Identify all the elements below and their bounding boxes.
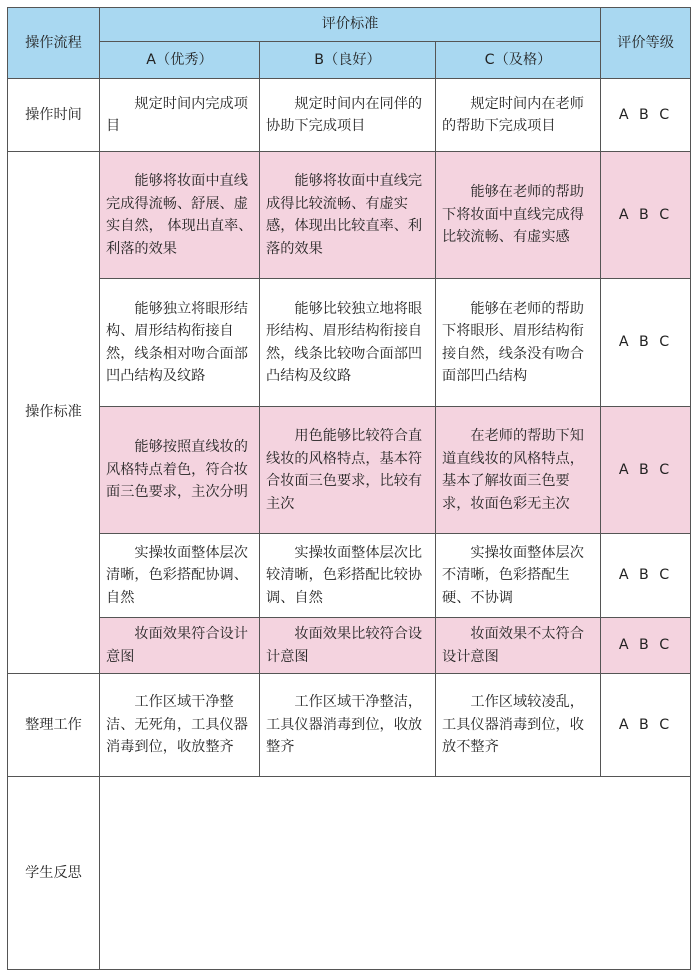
grade-options: A B C bbox=[601, 407, 691, 534]
criteria-c: 能够在老师的帮助下将妆面中直线完成得比较流畅、有虚实感 bbox=[436, 152, 601, 279]
header-col-b: B（良好） bbox=[260, 42, 436, 79]
criteria-b: 工作区域干净整洁，工具仪器消毒到位，收放整齐 bbox=[260, 674, 436, 777]
criteria-b: 实操妆面整体层次比较清晰，色彩搭配比较协调、自然 bbox=[260, 534, 436, 618]
table-row bbox=[8, 534, 691, 618]
criteria-a: 规定时间内完成项目 bbox=[100, 79, 260, 152]
evaluation-table bbox=[7, 7, 691, 970]
criteria-c: 实操妆面整体层次不清晰，色彩搭配生硬、不协调 bbox=[436, 534, 601, 618]
section-reflection: 学生反思 bbox=[8, 777, 100, 970]
grade-options: A B C bbox=[601, 534, 691, 618]
reflection-area[interactable] bbox=[100, 777, 691, 970]
criteria-a: 能够将妆面中直线完成得流畅、舒展、虚实自然， 体现出直率、利落的效果 bbox=[100, 152, 260, 279]
criteria-b: 能够将妆面中直线完成得比较流畅、有虚实感，体现出比较直率、利落的效果 bbox=[260, 152, 436, 279]
header-level: 评价等级 bbox=[601, 8, 691, 79]
criteria-a: 实操妆面整体层次清晰，色彩搭配协调、自然 bbox=[100, 534, 260, 618]
criteria-a: 工作区域干净整洁、无死角，工具仪器消毒到位，收放整齐 bbox=[100, 674, 260, 777]
header-row-2 bbox=[8, 42, 691, 79]
header-process: 操作流程 bbox=[8, 8, 100, 79]
criteria-a: 能够独立将眼形结构、眉形结构衔接自然，线条相对吻合面部凹凸结构及纹路 bbox=[100, 279, 260, 407]
table-row bbox=[8, 618, 691, 674]
criteria-c: 工作区域较凌乱，工具仪器消毒到位，收放不整齐 bbox=[436, 674, 601, 777]
grade-options: A B C bbox=[601, 674, 691, 777]
criteria-c: 规定时间内在老师的帮助下完成项目 bbox=[436, 79, 601, 152]
header-criteria: 评价标准 bbox=[100, 8, 601, 42]
criteria-a: 能够按照直线妆的风格特点着色，符合妆面三色要求，主次分明 bbox=[100, 407, 260, 534]
criteria-a: 妆面效果符合设计意图 bbox=[100, 618, 260, 674]
section-tidy: 整理工作 bbox=[8, 674, 100, 777]
criteria-b: 妆面效果比较符合设计意图 bbox=[260, 618, 436, 674]
section-time: 操作时间 bbox=[8, 79, 100, 152]
grade-options: A B C bbox=[601, 279, 691, 407]
criteria-b: 能够比较独立地将眼形结构、眉形结构衔接自然，线条比较吻合面部凹凸结构及纹路 bbox=[260, 279, 436, 407]
section-standard: 操作标准 bbox=[8, 152, 100, 674]
header-row-1 bbox=[8, 8, 691, 42]
grade-options: A B C bbox=[601, 152, 691, 279]
criteria-c: 能够在老师的帮助下将眼形、眉形结构衔接自然，线条没有吻合面部凹凸结构 bbox=[436, 279, 601, 407]
criteria-b: 规定时间内在同伴的协助下完成项目 bbox=[260, 79, 436, 152]
criteria-c: 在老师的帮助下知道直线妆的风格特点，基本了解妆面三色要求，妆面色彩无主次 bbox=[436, 407, 601, 534]
criteria-b: 用色能够比较符合直线妆的风格特点，基本符合妆面三色要求，比较有主次 bbox=[260, 407, 436, 534]
table-row bbox=[8, 152, 691, 279]
header-col-c: C（及格） bbox=[436, 42, 601, 79]
table-row bbox=[8, 407, 691, 534]
grade-options: A B C bbox=[601, 79, 691, 152]
table-row bbox=[8, 674, 691, 777]
reflection-row bbox=[8, 777, 691, 970]
table-row bbox=[8, 79, 691, 152]
grade-options: A B C bbox=[601, 618, 691, 674]
table-row bbox=[8, 279, 691, 407]
header-col-a: A（优秀） bbox=[100, 42, 260, 79]
criteria-c: 妆面效果不太符合设计意图 bbox=[436, 618, 601, 674]
